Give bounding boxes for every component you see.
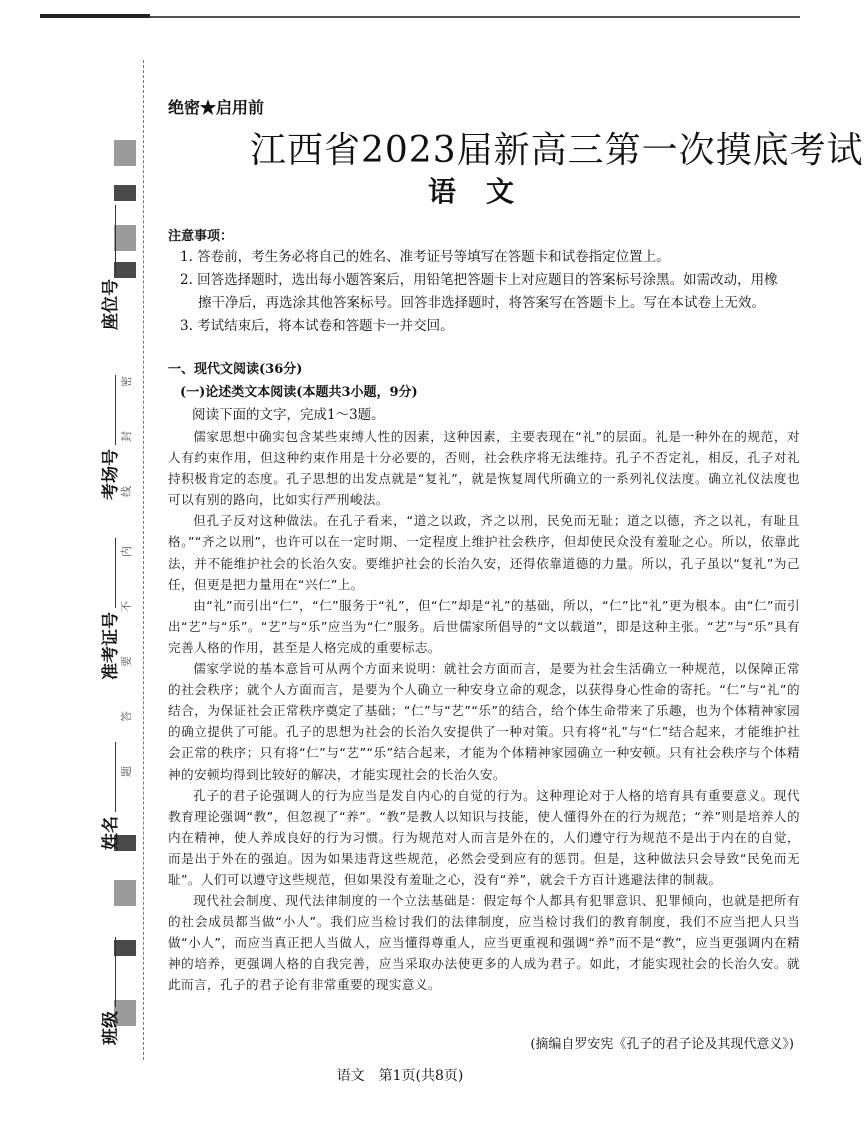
seal-word: 不: [120, 601, 133, 612]
class-label: 班级: [101, 1011, 121, 1045]
fill-line: [103, 375, 116, 445]
seal-word: 要: [120, 656, 133, 667]
seal-word: 线: [120, 486, 133, 497]
page-footer: 语文 第1页(共8页): [336, 1068, 464, 1084]
section-heading: 一、现代文阅读(36分): [168, 362, 303, 377]
binding-dashed-line: [143, 60, 144, 1060]
exam-room-field[interactable]: [96, 375, 121, 500]
passage-paragraph: 但孔子反对这种做法。在孔子看来，“道之以政，齐之以刑，民免而无耻；道之以德，齐之以礼，有耻且格。”“齐之以刑”，也许可以在一定时期、一定程度上维护社会秩序，但却使民众没有羞耻之心。所以，依靠此法，并不能维护社会的长治久安。要维护社会的长治久安，还得依靠道德的力量。所以，孔子虽以“复礼”为己任，但更是把力量用在“兴仁”上。: [168, 513, 800, 592]
binding-mark: [114, 140, 136, 166]
reading-instruction: 阅读下面的文字，完成1～3题。: [192, 407, 385, 423]
admission-number-field[interactable]: [96, 538, 121, 680]
notice-item: 3. 考试结束后，将本试卷和答题卡一并交回。: [180, 318, 454, 334]
notice-item: 1. 答卷前，考生务必将自己的姓名、准考证号等填写在答题卡和试卷指定位置上。: [180, 249, 670, 265]
seal-word: 密: [120, 376, 133, 387]
seal-word: 封: [120, 431, 133, 442]
fill-line: [103, 205, 116, 275]
top-rule: [40, 14, 150, 18]
binding-mark: [114, 185, 136, 201]
notice-item: 2. 回答选择题时，选出每小题答案后，用铅笔把答题卡上对应题目的答案标号涂黑。如需改动，用橡: [180, 272, 778, 288]
exam-room-label: 考场号: [101, 449, 121, 500]
seal-word: 题: [120, 766, 133, 777]
passage-paragraph: 儒家思想中确实包含某些束缚人性的因素，这种因素，主要表现在“礼”的层面。礼是一种外在的规范，对人有约束作用，但这种约束作用是十分必要的，否则，社会秩序将无法维持。孔子不否定礼，相反，孔子对礼持积极肯定的态度。孔子思想的出发点就是“复礼”，就是恢复周代所确立的一系列礼仪法度。确立礼仪法度也可以有别的路向，比如实行严刑峻法。: [168, 429, 800, 508]
reading-passage: [168, 426, 800, 996]
class-field[interactable]: [96, 937, 121, 1045]
passage-paragraph: 孔子的君子论强调人的行为应当是发自内心的自觉的行为。这种理论对于人格的培育具有重要意义。现代教育理论强调“教”，但忽视了“养”。“教”是教人以知识与技能，使人懂得外在的行为规范；“养”则是培养人的内在精神，使人养成良好的行为习惯。行为规范对人而言是外在的，人们遵守行为规范不是出于内在的自觉，而是出于外在的强迫。因为如果违背这些规范，必然会受到应有的惩罚。但是，这种做法只会导致“民免而无耻”。人们可以遵守这些规范，但如果没有羞耻之心，没有“养”，就会千方百计逃避法律的制裁。: [168, 787, 800, 887]
secret-label: 绝密★启用前: [168, 98, 265, 117]
subsection-heading: (一)论述类文本阅读(本题共3小题，9分): [180, 385, 418, 400]
binding-mark: [114, 880, 136, 906]
seat-number-field[interactable]: [96, 205, 121, 330]
passage-source: (摘编自罗安宪《孔子的君子论及其现代意义》): [530, 1037, 794, 1052]
passage-paragraph: 儒家学说的基本意旨可从两个方面来说明：就社会方面而言，是要为社会生活确立一种规范，以保障正常的社会秩序；就个人方面而言，是要为个人确立一种安身立命的观念，以获得身心性命的寄托。“仁”与“礼”的结合，为保证社会正常秩序奠定了基础；“仁”与“艺”“乐”的结合，给个体生命带来了乐趣，也为个体精神家园的确立提供了可能。孔子的思想为社会的长治久安提供了一种对策。只有将“礼”与“仁”结合起来，才能维护社会正常的秩序；只有将“仁”与“艺”“乐”结合起来，才能为个体精神家园确立一种安顿。只有社会秩序与个体精神的安顿均得到比较好的解决，才能实现社会的长治久安。: [168, 661, 800, 782]
name-field[interactable]: [96, 742, 121, 850]
seal-word: 答: [120, 711, 133, 722]
notice-list: [180, 246, 795, 338]
fill-line: [103, 742, 116, 812]
passage-paragraph: 现代社会制度、现代法律制度的一个立法基础是：假定每个人都具有犯罪意识、犯罪倾向，也就是把所有的社会成员都当做“小人”。我们应当检讨我们的法律制度，应当检讨我们的教育制度，我们不应当把人只当做“小人”，而应当真正把人当做人，应当懂得尊重人，应当更重视和强调“养”而不是“教”，应当更强调内在精神的培养，更强调人格的自我完善，应当采取办法使更多的人成为君子。如此，才能实现社会的长治久安。就此而言，孔子的君子论有非常重要的现实意义。: [168, 893, 800, 993]
exam-title: 江西省2023届新高三第一次摸底考试: [250, 130, 864, 171]
top-rule-thin: [150, 16, 800, 18]
admission-number-label: 准考证号: [101, 612, 121, 680]
seat-number-label: 座位号: [101, 279, 121, 330]
notice-heading: 注意事项：: [168, 229, 234, 244]
notice-item: 擦干净后，再选涂其他答案标号。回答非选择题时，将答案写在答题卡上。写在本试卷上无效。: [198, 295, 765, 311]
seal-word: 内: [120, 546, 133, 557]
name-label: 姓名: [101, 816, 121, 850]
fill-line: [103, 937, 116, 1007]
subject-title: 语文: [428, 175, 545, 208]
fill-line: [103, 538, 116, 608]
passage-paragraph: 由“礼”而引出“仁”，“仁”服务于“礼”，但“仁”却是“礼”的基础，所以，“仁”比“礼”更为根本。由“仁”而引出“艺”与“乐”。“艺”与“乐”应当为“仁”服务。后世儒家所倡导的“文以载道”，即是这种主张。“艺”与“乐”具有完善人格的作用，甚至是人格完成的重要标志。: [168, 597, 800, 655]
